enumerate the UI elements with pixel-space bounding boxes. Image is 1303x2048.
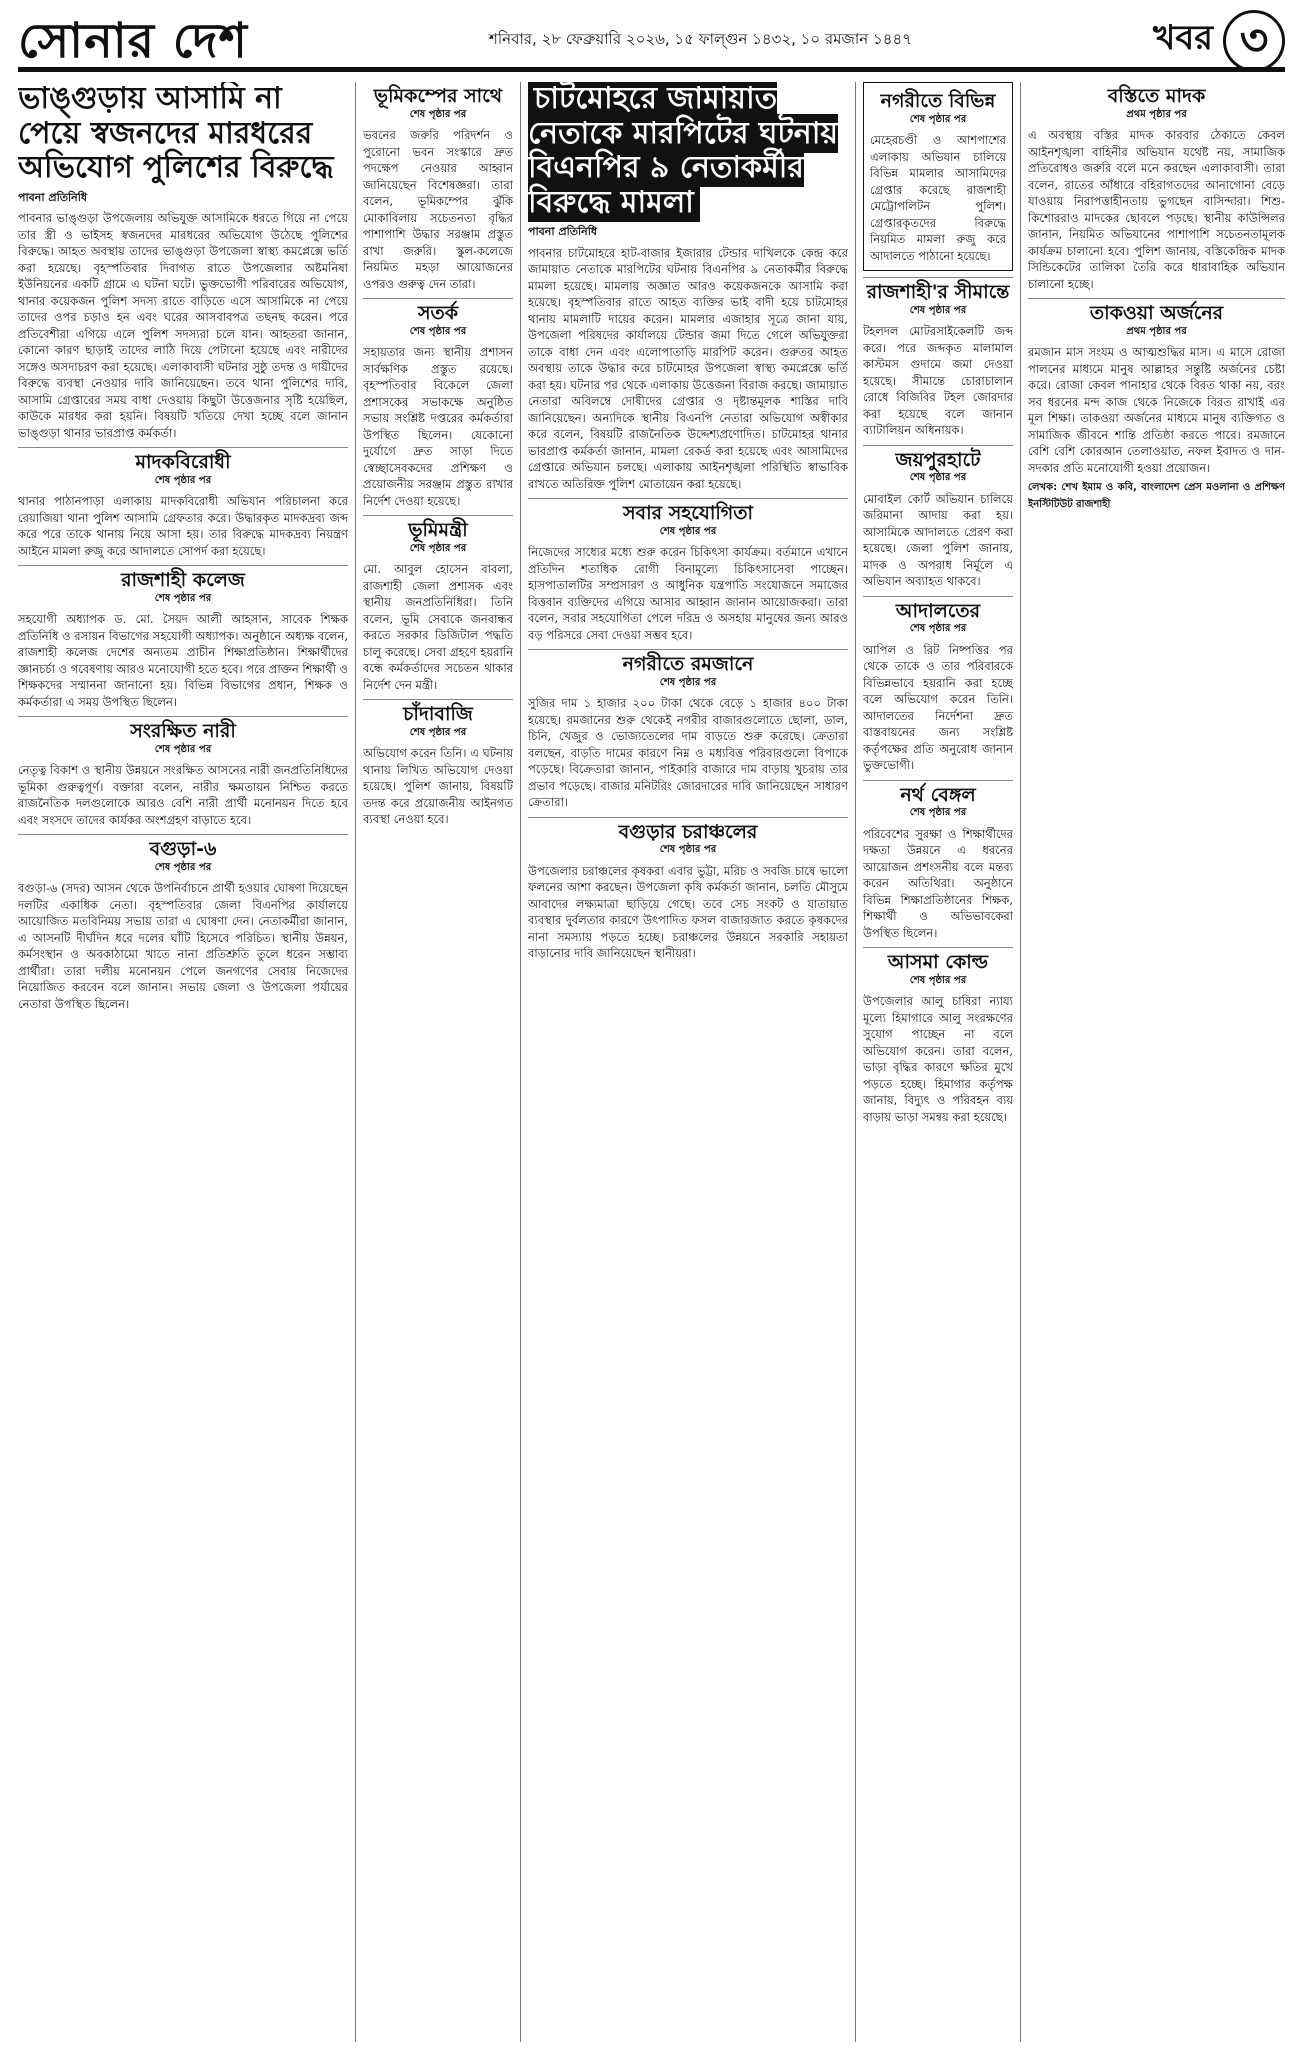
article-rajshahi-college [18,569,348,710]
divider [863,445,1013,446]
article-body: নেতৃত্ব বিকাশ ও স্থানীয় উন্নয়নে সংরক্ষিত আসনের নারী জনপ্রতিনিধিদের ভূমিকা গুরুত্বপূর্ণ। বক্তারা বলেন, নারীর ক্ষমতায়ন নিশ্চিত করতে রাজনৈতিক দলগুলোকে আরও বেশি নারী প্রার্থী মনোনয়ন দিতে হবে এবং সংসদে তাদের কার্যকর অংশগ্রহণ বাড়াতে হবে। [18,763,348,827]
column-rule [520,82,521,2042]
article-body: পাবনার ভাঙ্গুড়া উপজেলায় অভিযুক্ত আসামিকে ধরতে গিয়ে না পেয়ে তার স্ত্রী ও ভাইসহ স্বজনদের মারধরের অভিযোগ উঠেছে পুলিশের বিরুদ্ধে। আহত অবস্থায় তাদের ভাঙ্গুড়া উপজেলা স্বাস্থ্য কমপ্লেক্সে ভর্তি করা হয়েছে। বৃহস্পতিবার দিবাগত রাতে উপজেলার অষ্টমনিষা ইউনিয়নের একটি গ্রামে এ ঘটনা ঘটে। ভুক্তভোগী পরিবারের অভিযোগ, থানার কয়েকজন পুলিশ সদস্য রাতে বাড়িতে এসে আসামিকে না পেয়ে তাদের ওপর চড়াও হন এবং ঘরের আসবাবপত্র তছনছ করেন। পরে প্রতিবেশীরা এগিয়ে এলে পুলিশ সদস্যরা চলে যান। আহতরা জানান, কোনো কারণ ছাড়াই তাদের লাঠি দিয়ে পেটানো হয়েছে এবং নারীদের সঙ্গেও অসদাচরণ করা হয়েছে। এলাকাবাসী ঘটনার সুষ্ঠু তদন্ত ও দায়ীদের বিরুদ্ধে ব্যবস্থা নেওয়ার দাবি জানিয়েছেন। তবে থানা পুলিশের দাবি, আসামি গ্রেপ্তারের সময় বাধা দেওয়ায় কিছুটা উত্তেজনার সৃষ্টি হয়েছিল, কাউকে মারধর করা হয়নি। বিষয়টি খতিয়ে দেখা হচ্ছে বলে জানান ভাঙ্গুড়া থানার ভারপ্রাপ্ত কর্মকর্তা। [18,211,348,440]
continued-label: শেষ পৃষ্ঠার পর [909,472,967,483]
continued-label: শেষ পৃষ্ঠার পর [154,592,212,604]
column-3 [528,82,848,2042]
article-bostite [1028,85,1285,292]
article-rajshahir-simante [863,281,1013,439]
article-body: আপিল ও রিট নিষ্পত্তির পর থেকে তাকে ও তার পরিবারকে বিভিন্নভাবে হয়রানি করা হচ্ছে বলে অভিযোগ করেন তিনি। আদালতের নির্দেশনা দ্রুত বাস্তবায়নের জন্য সংশ্লিষ্ট কর্তৃপক্ষের প্রতি অনুরোধ জানান ভুক্তভোগী। [863,642,1013,772]
section-tag [1153,10,1285,72]
divider [363,699,513,700]
article-nogorite-romjan [528,653,848,811]
article-bhangura [18,82,348,441]
continued-label: শেষ পৃষ্ঠার পর [909,113,967,125]
article-adalot [863,599,1013,774]
continued-label: প্রথম পৃষ্ঠার পর [1126,325,1187,337]
dateline: শনিবার, ২৮ ফেব্রুয়ারি ২০২৬, ১৫ ফাল্গুন ১৪৩২, ১০ রমজান ১৪৪৭ [488,30,912,48]
divider [1028,298,1285,299]
divider [863,780,1013,781]
newspaper-logo: সোনার দেশ [18,12,248,69]
continued-label: শেষ পৃষ্ঠার পর [659,844,717,855]
column-right [1028,82,1285,2042]
continued-label: শেষ পৃষ্ঠার পর [659,525,717,537]
article-headline: নর্থ বেঙ্গল [900,783,976,806]
article-headline: তাকওয়া অর্জনের [1089,302,1224,324]
article-headline: বস্তিতে মাদক [1107,85,1206,107]
continued-label: শেষ পৃষ্ঠার পর [659,676,717,688]
article-headline: নগরীতে রমজানে [622,653,754,675]
continued-label: শেষ পৃষ্ঠার পর [909,974,967,986]
article-headline: চাঁদাবাজি [403,703,473,725]
column-rule [1020,82,1021,2042]
article-byline: পাবনা প্রতিনিধি [18,190,88,204]
article-nogorite-bibhinno [863,82,1013,271]
article-body: মো. আবুল হোসেন বাবলা, রাজশাহী জেলা প্রশাসক এবং স্থানীয় জনপ্রতিনিধিরা। তিনি বলেন, ভূমি সেবাকে জনবান্ধব করতে সরকার ডিজিটাল পদ্ধতি চালু করেছে। সেবা গ্রহণে হয়রানি বন্ধে কর্মকর্তাদের সচেতন থাকার নির্দেশ দেন মন্ত্রী। [363,562,513,692]
article-headline: সতর্ক [417,302,459,324]
continued-label: শেষ পৃষ্ঠার পর [154,743,212,755]
article-north-bengal [863,783,1013,942]
article-headline: ভূমিকম্পের সাথে [373,85,503,107]
divider [528,817,848,818]
article-byline: পাবনা প্রতিনিধি [528,225,598,238]
article-body: অভিযোগ করেন তিনি। এ ঘটনায় থানায় লিখিত অভিযোগ দেওয়া হয়েছে। পুলিশ জানায়, বিষয়টি তদন্ত করে প্রয়োজনীয় আইনগত ব্যবস্থা নেওয়া হবে। [363,746,513,826]
divider [18,447,348,448]
divider [363,515,513,516]
section-label: খবর [1153,18,1213,58]
article-headline: রাজশাহী'র সীমান্তে [866,281,1010,303]
article-body: বগুড়া-৬ (সদর) আসন থেকে উপনির্বাচনে প্রার্থী হওয়ার ঘোষণা দিয়েছেন দলটির একাধিক নেতা। বৃহস্পতিবার জেলা বিএনপির কার্যালয়ে আয়োজিত মতবিনিময় সভায় তারা এ ঘোষণা দেন। নেতাকর্মীরা জানান, এ আসনটি দীর্ঘদিন ধরে দলের ঘাঁটি হিসেবে পরিচিত। স্থানীয় উন্নয়ন, কর্মসংস্থান ও অবকাঠামো খাতে নানা প্রতিশ্রুতি তুলে ধরেন সম্ভাব্য প্রার্থীরা। তারা দলীয় মনোনয়ন পেলে জনগণের সেবায় নিজেদের নিয়োজিত করবেন বলে জানান। সভায় জেলা ও উপজেলা পর্যায়ের নেতারা উপস্থিত ছিলেন। [18,881,348,1011]
article-sobar [528,502,848,643]
article-headline: ভাঙ্গুড়ায় আসামি না পেয়ে স্বজনদের মারধরের অভিযোগ পুলিশের বিরুদ্ধে [18,82,334,185]
article-headline: বগুড়ার চরাঞ্চলের [618,820,758,843]
article-body: নিজেদের সাধ্যের মধ্যে শুরু করেন চিকিৎসা কার্যক্রম। বর্তমানে এখানে প্রতিদিন শতাধিক রোগী বিনামূল্যে চিকিৎসাসেবা পাচ্ছেন। হাসপাতালটির সম্প্রসারণ ও আধুনিক যন্ত্রপাতি সংযোজনে সমাজের বিত্তবান ব্যক্তিদের এগিয়ে আসার আহ্বান জানান আয়োজকরা। তারা বলেন, সবার সহযোগিতা পেলে দরিদ্র ও অসহায় মানুষের জন্য আরও বড় পরিসরে সেবা দেওয়া সম্ভব হবে। [528,545,848,642]
column-left [18,82,348,2042]
article-bhumimantri [363,519,513,693]
continued-label: শেষ পৃষ্ঠার পর [909,304,967,316]
article-bhumiputra [363,85,513,292]
continued-label: শেষ পৃষ্ঠার পর [154,474,212,486]
divider [18,716,348,717]
lead-headline-text: চাটমোহরে জামায়াত নেতাকে মারপিটের ঘটনায় বিএনপির ৯ নেতাকর্মীর বিরুদ্ধে মামলা [528,82,838,222]
article-body: ভবনের জরুরি পরিদর্শন ও পুরোনো ভবন সংস্কারে দ্রুত পদক্ষেপ নেওয়ার আহ্বান জানিয়েছেন বিশেষজ্ঞরা। তারা বলেন, ভূমিকম্পের ঝুঁকি মোকাবিলায় সচেতনতা বৃদ্ধির পাশাপাশি উদ্ধার সরঞ্জাম প্রস্তুত রাখা জরুরি। স্কুল-কলেজে নিয়মিত মহড়া আয়োজনের ওপরও গুরুত্ব দেন তারা। [363,128,513,291]
article-headline: জয়পুরহাটে [895,448,981,471]
article-taqwa [1028,302,1285,513]
article-body: থানার পাঠানপাড়া এলাকায় মাদকবিরোধী অভিযান পরিচালনা করে রেয়াজিয়া থানা পুলিশ আসামি গ্রেফতার করে। উদ্ধারকৃত মাদকদ্রব্য জব্দ করে পরে তাকে থানায় নিয়ে আসা হয়। তার বিরুদ্ধে মাদকদ্রব্য নিয়ন্ত্রণ আইনে মামলা রুজু করে আদালতে সোপর্দ করা হয়েছে। [18,494,348,558]
divider [863,277,1013,278]
article-satarka [363,302,513,509]
article-body: মেহেরচণ্ডী ও আশপাশের এলাকায় অভিযান চালিয়ে বিভিন্ন মামলার আসামিদের গ্রেপ্তার করেছে রাজশাহী মেট্রোপলিটন পুলিশ। গ্রেপ্তারকৃতদের বিরুদ্ধে নিয়মিত মামলা রুজু করে আদালতে পাঠানো হয়েছে। [870,133,1006,263]
article-bogura6 [18,838,348,1012]
continued-label: শেষ পৃষ্ঠার পর [409,726,467,738]
article-headline: ভূমিমন্ত্রী [408,519,468,541]
article-headline: বগুড়া-৬ [149,838,217,860]
divider [528,649,848,650]
divider [863,596,1013,597]
article-body: সহযোগী অধ্যাপক ড. মো. সৈয়দ আলী আহসান, সাবেক শিক্ষক প্রতিনিধি ও রসায়ন বিভাগের সহযোগী অধ্যাপক। অনুষ্ঠানে অধ্যক্ষ বলেন, রাজশাহী কলেজ দেশের অন্যতম প্রাচীন শিক্ষাপ্রতিষ্ঠান। শিক্ষার্থীদের জ্ঞানচর্চা ও গবেষণায় আরও মনোযোগী হতে হবে। পরে প্রাক্তন শিক্ষার্থী ও শিক্ষকদের সম্মাননা জানানো হয়। বিভিন্ন বিভাগের প্রধান, শিক্ষক ও কর্মকর্তারা এ সময় উপস্থিত ছিলেন। [18,612,348,709]
divider [363,298,513,299]
continued-label: শেষ পৃষ্ঠার পর [154,861,212,873]
divider [18,565,348,566]
divider [18,834,348,835]
article-body: উপজেলার আলু চাষিরা ন্যায্য মূল্যে হিমাগারে আলু সংরক্ষণের সুযোগ পাচ্ছেন না বলে অভিযোগ করেন। তারা বলেন, ভাড়া বৃদ্ধির কারণে ক্ষতির মুখে পড়তে হচ্ছে। হিমাগার কর্তৃপক্ষ জানায়, বিদ্যুৎ ও পরিবহন ব্যয় বাড়ায় ভাড়া সমন্বয় করা হয়েছে। [863,994,1013,1124]
article-body: মোবাইল কোর্ট অভিযান চালিয়ে জরিমানা আদায় করা হয়। আসামিকে আদালতে প্রেরণ করা হয়েছে। জেলা পুলিশ জানায়, মাদক ও অপরাধ নির্মূলে এ অভিযান অব্যাহত থাকবে। [863,491,1013,588]
column-2 [363,82,513,2042]
article-body: পাবনার চাটমোহরে হাট-বাজার ইজারার টেন্ডার দাখিলকে কেন্দ্র করে জামায়াত নেতাকে মারপিটের ঘটনায় বিএনপির ৯ নেতাকর্মীর বিরুদ্ধে মামলা হয়েছে। মামলায় অজ্ঞাত আরও কয়েকজনকে আসামি করা হয়েছে। বৃহস্পতিবার রাতে আহত ব্যক্তির ভাই বাদী হয়ে চাটমোহর থানায় মামলাটি দায়ের করেন। মামলার এজাহার সূত্রে জানা যায়, উপজেলা পরিষদের কার্যালয়ে টেন্ডার জমা দিতে গেলে অভিযুক্তরা তাকে বাধা দেন এবং এলোপাতাড়ি মারপিট করেন। গুরুতর আহত অবস্থায় তাকে উদ্ধার করে চাটমোহর উপজেলা স্বাস্থ্য কমপ্লেক্সে ভর্তি করা হয়। ঘটনার পর থেকে এলাকায় উত্তেজনা বিরাজ করছে। জামায়াত নেতারা অবিলম্বে দোষীদের গ্রেপ্তার ও দৃষ্টান্তমূলক শাস্তির দাবি জানিয়েছেন। অন্যদিকে স্থানীয় বিএনপি নেতারা অভিযোগ অস্বীকার করে বলেন, বিষয়টি রাজনৈতিক উদ্দেশ্যপ্রণোদিত। চাটমোহর থানার ভারপ্রাপ্ত কর্মকর্তা জানান, মামলা রেকর্ড করা হয়েছে এবং আসামিদের গ্রেপ্তারে অভিযান চলছে। এলাকায় আইনশৃঙ্খলা পরিস্থিতি স্বাভাবিক রাখতে অতিরিক্ত পুলিশ মোতায়েন করা হয়েছে। [528,245,848,491]
article-madok [18,451,348,559]
article-body: সহায়তার জন্য স্থানীয় প্রশাসন সার্বক্ষণিক প্রস্তুত রয়েছে। বৃহস্পতিবার বিকেলে জেলা প্রশাসকের সভাকক্ষে অনুষ্ঠিত সভায় সংশ্লিষ্ট দপ্তরের কর্মকর্তারা উপস্থিত ছিলেন। যেকোনো দুর্যোগে দ্রুত সাড়া দিতে স্বেচ্ছাসেবকদের প্রশিক্ষণ ও প্রয়োজনীয় সরঞ্জাম প্রস্তুত রাখার নির্দেশ দেওয়া হয়েছে। [363,345,513,508]
article-headline: রাজশাহী কলেজ [121,569,245,591]
continued-label: শেষ পৃষ্ঠার পর [909,623,967,634]
continued-label: প্রথম পৃষ্ঠার পর [1126,108,1187,120]
masthead [18,14,1285,72]
article-asma [863,951,1013,1125]
article-body: পরিবেশের সুরক্ষা ও শিক্ষার্থীদের দক্ষতা উন্নয়নে এ ধরনের আয়োজন প্রশংসনীয় বলে মন্তব্য করেন অতিথিরা। অনুষ্ঠানে বিভিন্ন শিক্ষাপ্রতিষ্ঠানের শিক্ষক, শিক্ষার্থী ও অভিভাবকেরা উপস্থিত ছিলেন। [863,826,1013,940]
article-headline [528,82,848,220]
article-headline: মাদকবিরোধী [135,451,231,473]
article-body: উপজেলার চরাঞ্চলের কৃষকরা এবার ভুট্টা, মরিচ ও সবজি চাষে ভালো ফলনের আশা করছেন। উপজেলা কৃষি কর্মকর্তা জানান, চলতি মৌসুমে আবাদের লক্ষ্যমাত্রা ছাড়িয়ে গেছে। তবে সেচ সংকট ও যাতায়াত ব্যবস্থার দুর্বলতার কারণে উৎপাদিত ফসল বাজারজাত করতে কৃষকদের নানা সমস্যায় পড়তে হচ্ছে। চরাঞ্চলের উন্নয়নে সরকারি সহায়তা বাড়ানোর দাবি জানিয়েছেন স্থানীয়রা। [528,863,848,960]
article-headline: সংরক্ষিত নারী [130,720,236,742]
article-headline: আসমা কোল্ড [887,951,989,973]
article-body: টহলদল মোটরসাইকেলটি জব্দ করে। পরে জব্দকৃত মালামাল কাস্টমস গুদামে জমা দেওয়া হয়েছে। সীমান্তে চোরাচালান রোধে বিজিবির টহল জোরদার করা হয়েছে বলে জানান ব্যাটালিয়ন অধিনায়ক। [863,324,1013,437]
divider [528,498,848,499]
continued-label: শেষ পৃষ্ঠার পর [409,542,467,554]
continued-label: শেষ পৃষ্ঠার পর [409,108,467,120]
page-number: ৩ [1223,10,1285,72]
page-body [18,82,1285,2042]
article-headline: আদালতের [895,599,981,622]
article-sarangshit [18,720,348,828]
article-headline: সবার সহযোগিতা [623,502,753,524]
continued-label: শেষ পৃষ্ঠার পর [909,807,967,818]
column-rule [855,82,856,2042]
author-note: লেখক: শেখ ইমাম ও কবি, বাংলাদেশ প্রেস মওলানা ও প্রশিক্ষণ ইনস্টিটিউট রাজশাহী [1028,482,1285,510]
article-chandabaji [363,703,513,828]
column-4 [863,82,1013,2042]
divider [863,947,1013,948]
article-chatmohar [528,82,848,492]
article-body: এ অবস্থায় বস্তির মাদক কারবার ঠেকাতে কেবল আইনশৃঙ্খলা বাহিনীর অভিযান যথেষ্ট নয়, সামাজিক প্রতিরোধও জরুরি বলে মনে করছেন এলাকাবাসী। তারা বলেন, রাতের আঁধারে বহিরাগতদের আনাগোনা বেড়ে যাওয়ায় নিরাপত্তাহীনতায় ভুগছেন বাসিন্দারা। শিশু-কিশোররাও মাদকের ছোবলে পড়ছে। স্থানীয় কাউন্সিলর জানান, নিয়মিত অভিযানের পাশাপাশি সচেতনতামূলক কার্যক্রম চালানো হবে। পুলিশ জানায়, বস্তিকেন্দ্রিক মাদক সিন্ডিকেটের তালিকা তৈরি করে ধারাবাহিক অভিযান চালানো হচ্ছে। [1028,128,1285,291]
article-bogurar [528,820,848,962]
article-joypurhat [863,448,1013,590]
continued-label: শেষ পৃষ্ঠার পর [409,325,467,337]
column-rule [355,82,356,2042]
article-body: সুজির দাম ১ হাজার ২০০ টাকা থেকে বেড়ে ১ হাজার ৪০০ টাকা হয়েছে। রমজানের শুরু থেকেই নগরীর বাজারগুলোতে ছোলা, ডাল, চিনি, খেজুর ও ভোজ্যতেলের দাম বাড়তে শুরু করেছে। ক্রেতারা বলছেন, বাড়তি দামের কারণে নিম্ন ও মধ্যবিত্ত পরিবারগুলো বিপাকে পড়েছে। বিক্রেতারা জানান, পাইকারি বাজারে দাম বাড়ায় খুচরায় তার প্রভাব পড়েছে। বাজার মনিটরিং জোরদারের দাবি জানিয়েছেন সাধারণ ক্রেতারা। [528,696,848,809]
article-headline: নগরীতে বিভিন্ন [880,90,996,112]
article-body: রমজান মাস সংযম ও আত্মশুদ্ধির মাস। এ মাসে রোজা পালনের মাধ্যমে মানুষ আল্লাহর সন্তুষ্টি অর্জনের চেষ্টা করে। রোজা কেবল পানাহার থেকে বিরত থাকা নয়, বরং সব ধরনের মন্দ কাজ থেকে নিজেকে বিরত রাখাই এর মূল শিক্ষা। তাকওয়া অর্জনের মাধ্যমে মানুষ ব্যক্তিগত ও সামাজিক জীবনে শান্তি প্রতিষ্ঠা করতে পারে। রমজানে বেশি বেশি কোরআন তেলাওয়াত, নফল ইবাদত ও দান-সদকার প্রতি মনোযোগী হওয়া প্রয়োজন। [1028,345,1285,475]
